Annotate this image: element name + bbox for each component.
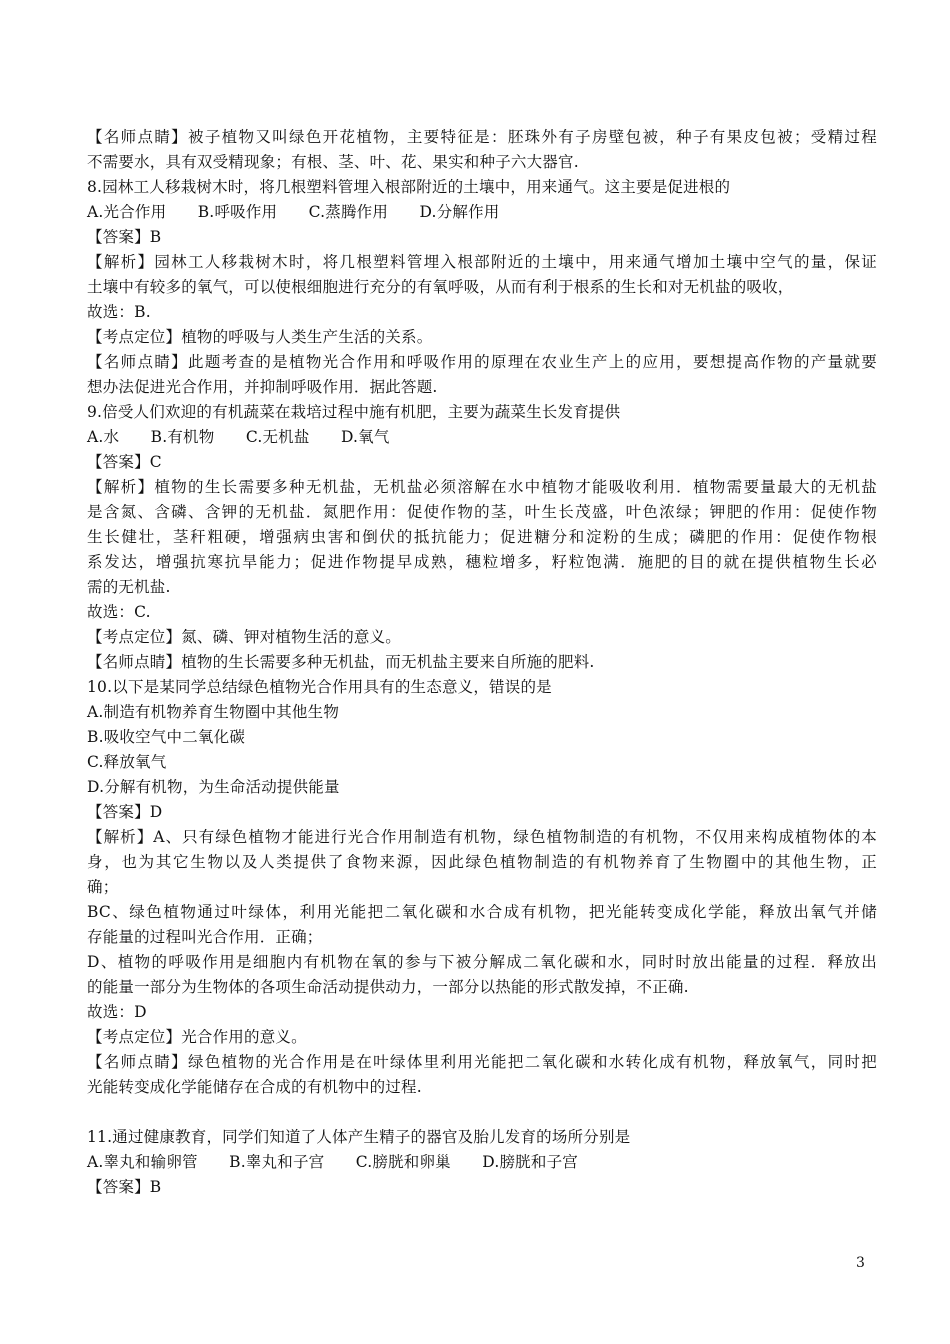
text-line: 想办法促进光合作用，并抑制呼吸作用．据此答题.	[87, 378, 438, 396]
text-line: 【名师点睛】植物的生长需要多种无机盐，而无机盐主要来自所施的肥料.	[87, 653, 595, 671]
question-9-answer: 【答案】C	[87, 453, 162, 471]
text-line: 【考点定位】氮、磷、钾对植物生活的意义。	[87, 628, 402, 646]
text-line: 光能转变成化学能储存在合成的有机物中的过程.	[87, 1078, 422, 1096]
question-8-answer: 【答案】B	[87, 228, 162, 246]
question-9: 9.倍受人们欢迎的有机蔬菜在栽培过程中施有机肥，主要为蔬菜生长发育提供	[87, 403, 621, 421]
question-10-answer: 【答案】D	[87, 803, 163, 821]
text-line: 【名师点睛】绿色植物的光合作用是在叶绿体里利用光能把二氧化碳和水转化成有机物，释放氧气，同时把	[87, 1053, 877, 1071]
text-line: 系发达，增强抗寒抗旱能力；促进作物提早成熟，穗粒增多，籽粒饱满．施肥的目的就在提供植物生长必	[87, 553, 877, 571]
text-line: 【名师点睛】此题考查的是植物光合作用和呼吸作用的原理在农业生产上的应用，要想提高作物的产量就要	[87, 353, 877, 371]
question-10-option-c: C.释放氧气	[87, 753, 167, 771]
question-11: 11.通过健康教育，同学们知道了人体产生精子的器官及胎儿发育的场所分别是	[87, 1128, 631, 1146]
text-line: 土壤中有较多的氧气，可以使根细胞进行充分的有氧呼吸，从而有利于根系的生长和对无机盐的吸收，	[87, 278, 794, 296]
text-line: 是含氮、含磷、含钾的无机盐．氮肥作用：促使作物的茎，叶生长茂盛，叶色浓绿；钾肥的作用：促使作物	[87, 503, 877, 521]
text-line: 存能量的过程叫光合作用．正确；	[87, 928, 323, 946]
text-line: 【解析】A、只有绿色植物才能进行光合作用制造有机物，绿色植物制造的有机物，不仅用来构成植物体的本	[87, 828, 877, 846]
text-line: 【考点定位】光合作用的意义。	[87, 1028, 307, 1046]
question-8: 8.园林工人移栽树木时，将几根塑料管埋入根部附近的土壤中，用来通气。这主要是促进根的	[87, 178, 731, 196]
question-9-options: A.水 B.有机物 C.无机盐 D.氧气	[87, 428, 390, 446]
text-line: 故选：C.	[87, 603, 151, 621]
question-11-answer: 【答案】B	[87, 1178, 162, 1196]
question-10-option-a: A.制造有机物养育生物圈中其他生物	[87, 703, 340, 721]
question-10-option-d: D.分解有机物，为生命活动提供能量	[87, 778, 340, 796]
blank-line	[87, 1100, 877, 1125]
text-line: 的能量一部分为生物体的各项生命活动提供动力，一部分以热能的形式散发掉，不正确.	[87, 978, 689, 996]
text-line: 【解析】园林工人移栽树木时，将几根塑料管埋入根部附近的土壤中，用来通气增加土壤中空气的量，保证	[87, 253, 877, 271]
text-line: BC、绿色植物通过叶绿体，利用光能把二氧化碳和水合成有机物，把光能转变成化学能，释放出氧气并储	[87, 903, 877, 921]
text-line: 故选：D	[87, 1003, 147, 1021]
text-line: D、植物的呼吸作用是细胞内有机物在氧的参与下被分解成二氧化碳和水，同时时放出能量的过程．释放出	[87, 953, 877, 971]
question-10: 10.以下是某同学总结绿色植物光合作用具有的生态意义，错误的是	[87, 678, 552, 696]
question-10-option-b: B.吸收空气中二氧化碳	[87, 728, 246, 746]
text-line: 不需要水，具有双受精现象；有根、茎、叶、花、果实和种子六大器官.	[87, 153, 579, 171]
text-line: 身，也为其它生物以及人类提供了食物来源，因此绿色植物制造的有机物养育了生物圈中的其他生物，正	[87, 853, 877, 871]
text-line: 【名师点睛】被子植物又叫绿色开花植物，主要特征是：胚珠外有子房壁包被，种子有果皮包被；受精过程	[87, 128, 877, 146]
text-line: 需的无机盐.	[87, 578, 171, 596]
text-line: 【考点定位】植物的呼吸与人类生产生活的关系。	[87, 328, 433, 346]
text-line: 【解析】植物的生长需要多种无机盐，无机盐必须溶解在水中植物才能吸收利用．植物需要量最大的无机盐	[87, 478, 877, 496]
question-11-options: A.睾丸和输卵管 B.睾丸和子宫 C.膀胱和卵巢 D.膀胱和子宫	[87, 1153, 578, 1171]
text-line: 确；	[87, 878, 119, 896]
question-8-options: A.光合作用 B.呼吸作用 C.蒸腾作用 D.分解作用	[87, 203, 500, 221]
text-line: 生长健壮，茎秆粗硬，增强病虫害和倒伏的抵抗能力；促进糖分和淀粉的生成；磷肥的作用：促使作物根	[87, 528, 877, 546]
page-number: 3	[856, 1255, 865, 1271]
text-line: 故选：B.	[87, 303, 151, 321]
document-body	[87, 125, 877, 1200]
